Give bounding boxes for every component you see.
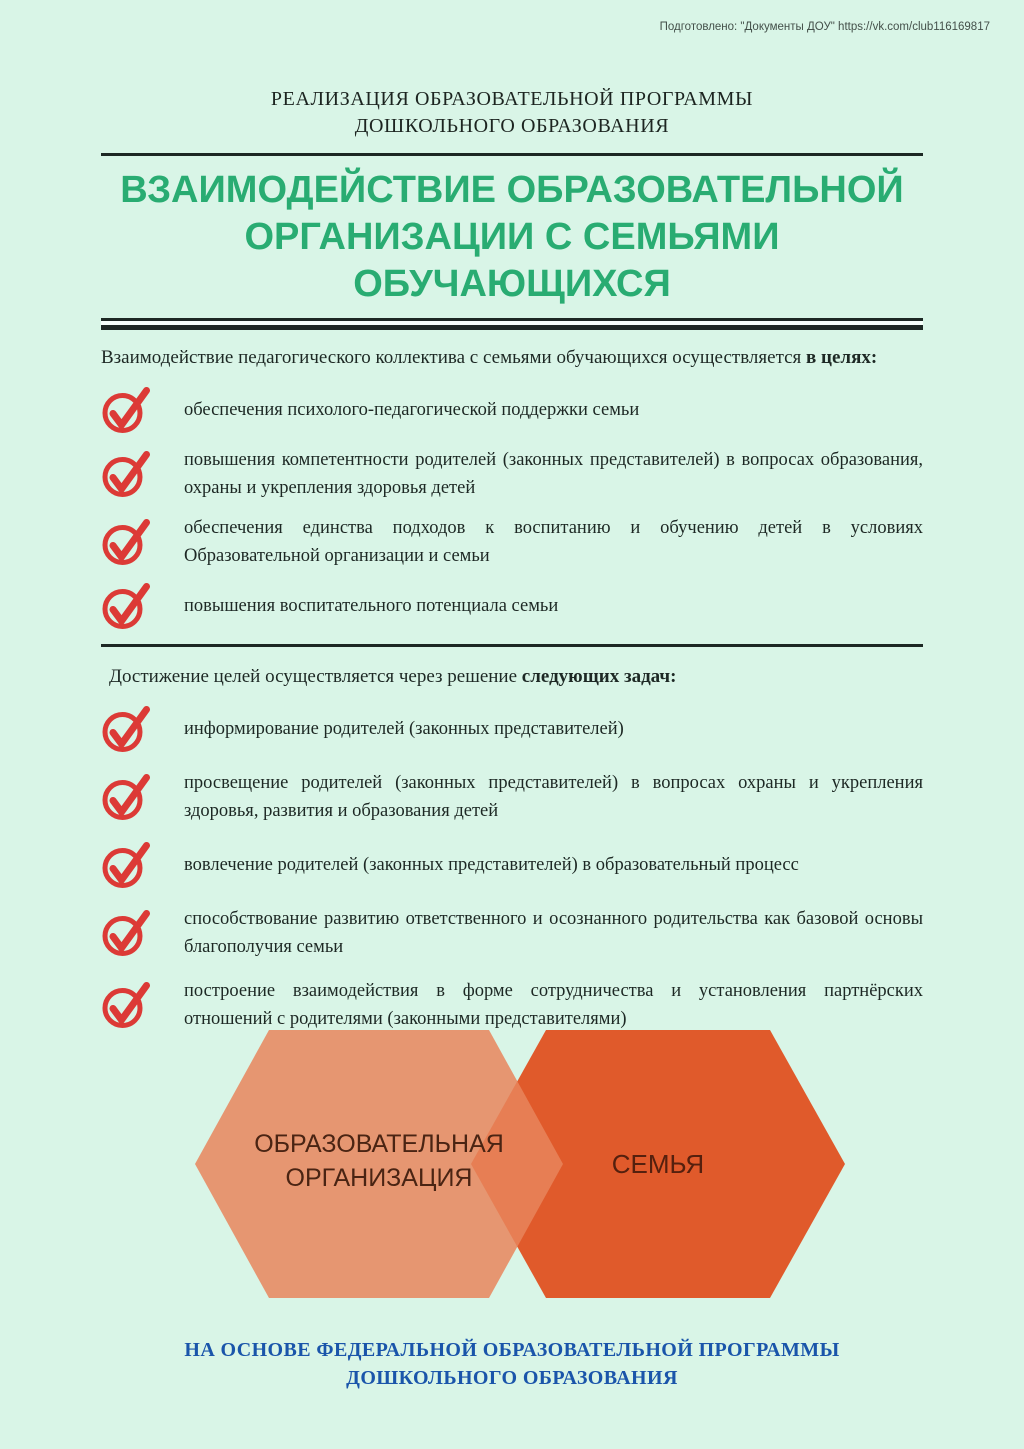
task-item	[101, 905, 923, 961]
checkmark-icon	[101, 705, 153, 753]
goals-intro-bold: в целях:	[806, 347, 878, 368]
task-item	[101, 841, 923, 889]
task-item	[101, 769, 923, 825]
task-item-text: построение взаимодействия в форме сотрудничества и установления партнёрских отношений с родителями (законными представителями)	[184, 981, 923, 1029]
goal-item	[101, 446, 923, 502]
left-hexagon-label-line-1: ОБРАЗОВАТЕЛЬНАЯ	[254, 1130, 504, 1158]
goal-item-text: обеспечения единства подходов к воспитанию и обучению детей в условиях Образовательной организации и семьи	[184, 518, 923, 566]
goals-list	[101, 386, 923, 630]
footer-line-2: ДОШКОЛЬНОГО ОБРАЗОВАНИЯ	[346, 1367, 678, 1389]
tasks-list	[101, 705, 923, 1033]
header-line-2: ДОШКОЛЬНОГО ОБРАЗОВАНИЯ	[354, 115, 670, 137]
checkmark-icon	[101, 582, 153, 630]
goal-item	[101, 514, 923, 570]
divider-double	[101, 318, 923, 330]
goals-intro-text: Взаимодействие педагогического коллектива с семьями обучающихся осуществляется	[101, 347, 802, 368]
checkmark-icon	[101, 909, 153, 957]
hexagon-diagram	[195, 1030, 855, 1298]
task-item	[101, 977, 923, 1033]
task-item-text: просвещение родителей (законных представителей) в вопросах охраны и укрепления здоровья, развития и образования детей	[184, 773, 923, 821]
goal-item	[101, 386, 923, 434]
tasks-intro	[101, 663, 923, 691]
tasks-intro-bold: следующих задач:	[521, 666, 677, 687]
left-hexagon-label-line-2: ОРГАНИЗАЦИЯ	[285, 1164, 473, 1192]
divider-middle	[101, 644, 923, 647]
checkmark-icon	[101, 386, 153, 434]
task-item-text: способствование развитию ответственного и осознанного родительства как базовой основы благополучия семьи	[184, 909, 923, 957]
title-line-2: ОРГАНИЗАЦИИ С СЕМЬЯМИ ОБУЧАЮЩИХСЯ	[244, 216, 780, 305]
goal-item-text: обеспечения психолого-педагогической поддержки семьи	[184, 400, 640, 420]
header-line-1: РЕАЛИЗАЦИЯ ОБРАЗОВАТЕЛЬНОЙ ПРОГРАММЫ	[270, 88, 754, 110]
tasks-intro-text: Достижение целей осуществляется через решение	[109, 666, 518, 687]
document-header	[101, 86, 923, 140]
divider-top	[101, 153, 923, 156]
task-item-text: вовлечение родителей (законных представителей) в образовательный процесс	[184, 855, 799, 875]
checkmark-icon	[101, 773, 153, 821]
title-line-1: ВЗАИМОДЕЙСТВИЕ ОБРАЗОВАТЕЛЬНОЙ	[120, 169, 904, 211]
checkmark-icon	[101, 450, 153, 498]
goals-intro	[101, 344, 923, 372]
page-title	[101, 167, 923, 308]
goal-item-text: повышения воспитательного потенциала семьи	[184, 596, 559, 616]
goal-item-text: повышения компетентности родителей (законных представителей) в вопросах образования, охраны и укрепления здоровья детей	[184, 450, 923, 498]
goal-item	[101, 582, 923, 630]
checkmark-icon	[101, 981, 153, 1029]
checkmark-icon	[101, 841, 153, 889]
checkmark-icon	[101, 518, 153, 566]
footer-line-1: НА ОСНОВЕ ФЕДЕРАЛЬНОЙ ОБРАЗОВАТЕЛЬНОЙ ПРОГРАММЫ	[184, 1339, 840, 1361]
footer-note	[0, 1336, 1024, 1392]
credit-line: Подготовлено: "Документы ДОУ" https://vk.com/club116169817	[659, 21, 990, 33]
right-hexagon-label: СЕМЬЯ	[611, 1149, 705, 1179]
task-item-text: информирование родителей (законных представителей)	[184, 719, 624, 739]
task-item	[101, 705, 923, 753]
